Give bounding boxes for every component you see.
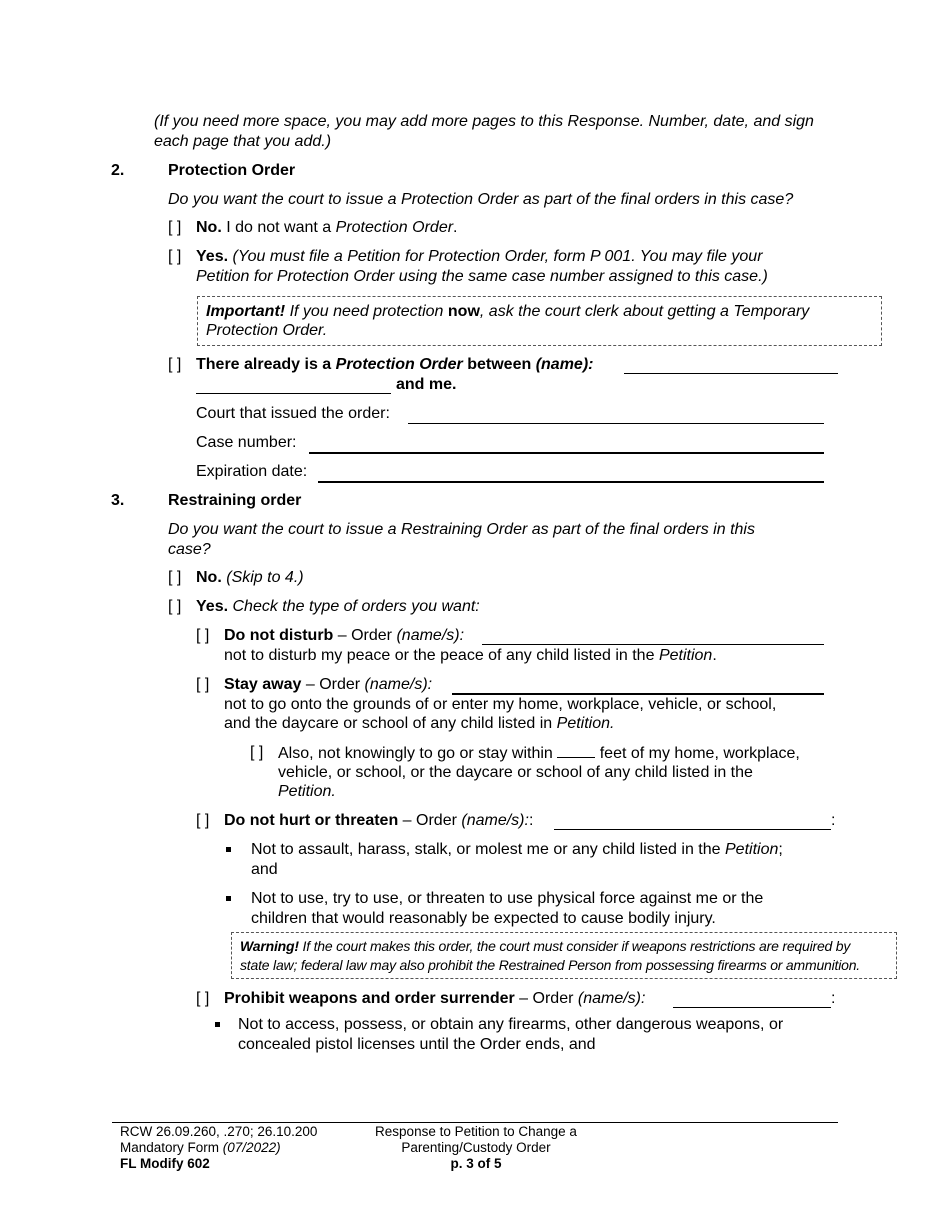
protection-yes-option [196, 247, 763, 267]
important-text-1: If you need protection [289, 303, 444, 320]
warning-line1 [240, 937, 850, 956]
important-line1 [206, 302, 809, 322]
weapons-bullet1-line2: concealed pistol licenses until the Order ends, and [238, 1036, 596, 1053]
do-not-disturb-line2 [224, 646, 717, 666]
period: . [712, 647, 717, 664]
hurt-bullet1-text: Not to assault, harass, stalk, or molest me or any child listed in the [251, 841, 721, 858]
existing-order-checkbox[interactable]: [ ] [168, 356, 182, 373]
restraining-yes-checkbox[interactable]: [ ] [168, 598, 182, 615]
also-checkbox[interactable]: [ ] [250, 744, 264, 761]
footer-title-2: Parenting/Custody Order [401, 1140, 551, 1155]
footer-page: p. 3 of 5 [450, 1156, 502, 1171]
stay-away-text: and the daycare or school of any child listed in [224, 715, 553, 732]
intro-note [154, 112, 844, 151]
court-field[interactable] [408, 406, 824, 424]
warning-line2: state law; federal law may also prohibit the Restrained Person from possessing firearms or ammunition. [240, 957, 860, 973]
hurt-bullet1-line1 [251, 840, 783, 860]
section-3-title: Restraining order [168, 492, 302, 509]
stay-away-line2: not to go onto the grounds of or enter my home, workplace, vehicle, or school, [224, 696, 777, 713]
expiration-field[interactable] [318, 464, 824, 483]
restraining-yes-text: Check the type of orders you want: [232, 598, 480, 615]
do-not-hurt-checkbox[interactable]: [ ] [196, 812, 210, 829]
footer-mandatory-date: (07/2022) [222, 1140, 281, 1155]
yes-text-line2: Petition for Protection Order using the same case number assigned to this case.) [196, 268, 768, 285]
colon: : [528, 812, 534, 829]
bullet-icon [226, 847, 231, 852]
footer-form-id: FL Modify 602 [120, 1156, 210, 1171]
protection-yes-checkbox[interactable]: [ ] [168, 248, 182, 265]
footer-rcw: RCW 26.09.260, .270; 26.10.200 [120, 1124, 318, 1139]
protection-no-checkbox[interactable]: [ ] [168, 219, 182, 236]
existing-text-2: Protection Order [335, 356, 463, 373]
footer-rule [112, 1122, 838, 1123]
hurt-bullet2-line2: children that would reasonably be expected to cause bodily injury. [251, 910, 716, 927]
restraining-no-checkbox[interactable]: [ ] [168, 569, 182, 586]
do-not-disturb-label: Do not disturb [224, 627, 334, 644]
order-dash: – Order [402, 812, 457, 829]
no-text-period: . [453, 219, 458, 236]
prohibit-weapons-checkbox[interactable]: [ ] [196, 990, 210, 1007]
also-text-a: Also, not knowingly to go or stay within [278, 745, 553, 762]
section-3-question-line2: case? [168, 541, 211, 558]
order-dash: – Order [305, 676, 361, 693]
existing-text-1: There already is a [196, 356, 332, 373]
yes-text-line1: (You must file a Petition for Protection Order, form P 001. You may file your [232, 248, 763, 265]
do-not-hurt-names-field[interactable] [554, 812, 831, 830]
existing-name-field-1[interactable] [624, 356, 838, 374]
also-line1 [278, 743, 800, 764]
petition-word: Petition. [556, 715, 615, 732]
hurt-bullet1-line2: and [251, 861, 278, 878]
prohibit-weapons-names-field[interactable] [673, 990, 831, 1008]
existing-text-3: between [467, 356, 532, 373]
footer-left [120, 1124, 317, 1172]
also-text-b: feet of my home, workplace, [599, 745, 800, 762]
restraining-yes-label: Yes. [196, 598, 229, 615]
footer-mandatory [120, 1140, 317, 1156]
restraining-no-option [196, 568, 304, 588]
restraining-yes-option [196, 597, 480, 617]
do-not-disturb-names-field[interactable] [482, 627, 824, 645]
bullet-icon [226, 896, 231, 901]
semicolon: ; [778, 841, 783, 858]
existing-and-me: and me. [396, 376, 457, 393]
expiration-label: Expiration date: [196, 463, 308, 480]
also-line2: vehicle, or school, or the daycare or school of any child listed in the [278, 764, 753, 781]
case-number-field[interactable] [309, 435, 824, 454]
stay-away-line3 [224, 714, 614, 734]
do-not-disturb-text: not to disturb my peace or the peace of any child listed in the [224, 647, 655, 664]
weapons-bullet1-line1: Not to access, possess, or obtain any firearms, other dangerous weapons, or [238, 1016, 784, 1033]
no-text: I do not want a [226, 219, 332, 236]
stay-away-checkbox[interactable]: [ ] [196, 676, 210, 693]
footer-title-1: Response to Petition to Change a [375, 1124, 577, 1139]
warning-text-1: If the court makes this order, the court must consider if weapons restrictions are required by [302, 938, 851, 954]
do-not-disturb-checkbox[interactable]: [ ] [196, 627, 210, 644]
protection-no-option [196, 218, 458, 238]
order-dash: – Order [519, 990, 574, 1007]
warning-label: Warning! [240, 938, 299, 954]
no-label: No. [196, 219, 222, 236]
also-line3: Petition. [278, 783, 336, 800]
section-3-number: 3. [111, 492, 125, 509]
names-label: (name/s): [396, 627, 465, 644]
section-2-question: Do you want the court to issue a Protection Order as part of the final orders in this case? [168, 191, 794, 208]
section-2-number: 2. [111, 162, 125, 179]
existing-name-field-2[interactable] [196, 376, 391, 394]
existing-name-label: (name): [535, 356, 594, 373]
restraining-no-label: No. [196, 569, 222, 586]
bullet-icon [215, 1022, 220, 1027]
important-line2: Protection Order. [206, 322, 328, 339]
yes-label: Yes. [196, 248, 229, 265]
order-dash: – Order [337, 627, 393, 644]
names-label: (name/s): [461, 812, 529, 829]
existing-order-line1 [196, 355, 593, 375]
do-not-hurt-colon: : [831, 812, 836, 829]
stay-away-line1 [224, 675, 432, 695]
no-text-protection-order: Protection Order [335, 219, 454, 236]
stay-away-label: Stay away [224, 676, 302, 693]
footer-center [356, 1124, 596, 1172]
section-3-question-line1: Do you want the court to issue a Restraining Order as part of the final orders in this [168, 521, 755, 538]
do-not-hurt-line1 [224, 811, 533, 831]
case-number-label: Case number: [196, 434, 297, 451]
important-text-2: , ask the court clerk about getting a Temporary [479, 303, 810, 320]
important-now: now [447, 303, 480, 320]
prohibit-weapons-colon: : [831, 990, 836, 1007]
hurt-bullet2-line1: Not to use, try to use, or threaten to use physical force against me or the [251, 890, 764, 907]
prohibit-weapons-line1 [224, 989, 645, 1009]
do-not-hurt-label: Do not hurt or threaten [224, 812, 399, 829]
prohibit-weapons-label: Prohibit weapons and order surrender [224, 990, 515, 1007]
intro-note-text: (If you need more space, you may add more pages to this Response. Number, date, and sign each page that you add.) [154, 113, 814, 150]
petition-word: Petition [725, 841, 779, 858]
names-label: (name/s): [577, 990, 646, 1007]
names-label: (name/s): [364, 676, 433, 693]
court-label: Court that issued the order: [196, 405, 390, 422]
section-2-title: Protection Order [168, 162, 296, 179]
do-not-disturb-line1 [224, 626, 464, 646]
petition-word: Petition [658, 647, 713, 664]
feet-field[interactable] [557, 743, 595, 758]
important-label: Important! [206, 303, 286, 320]
restraining-no-text: (Skip to 4.) [226, 569, 304, 586]
stay-away-names-field[interactable] [452, 676, 824, 695]
footer-mandatory-text: Mandatory Form [120, 1140, 220, 1155]
